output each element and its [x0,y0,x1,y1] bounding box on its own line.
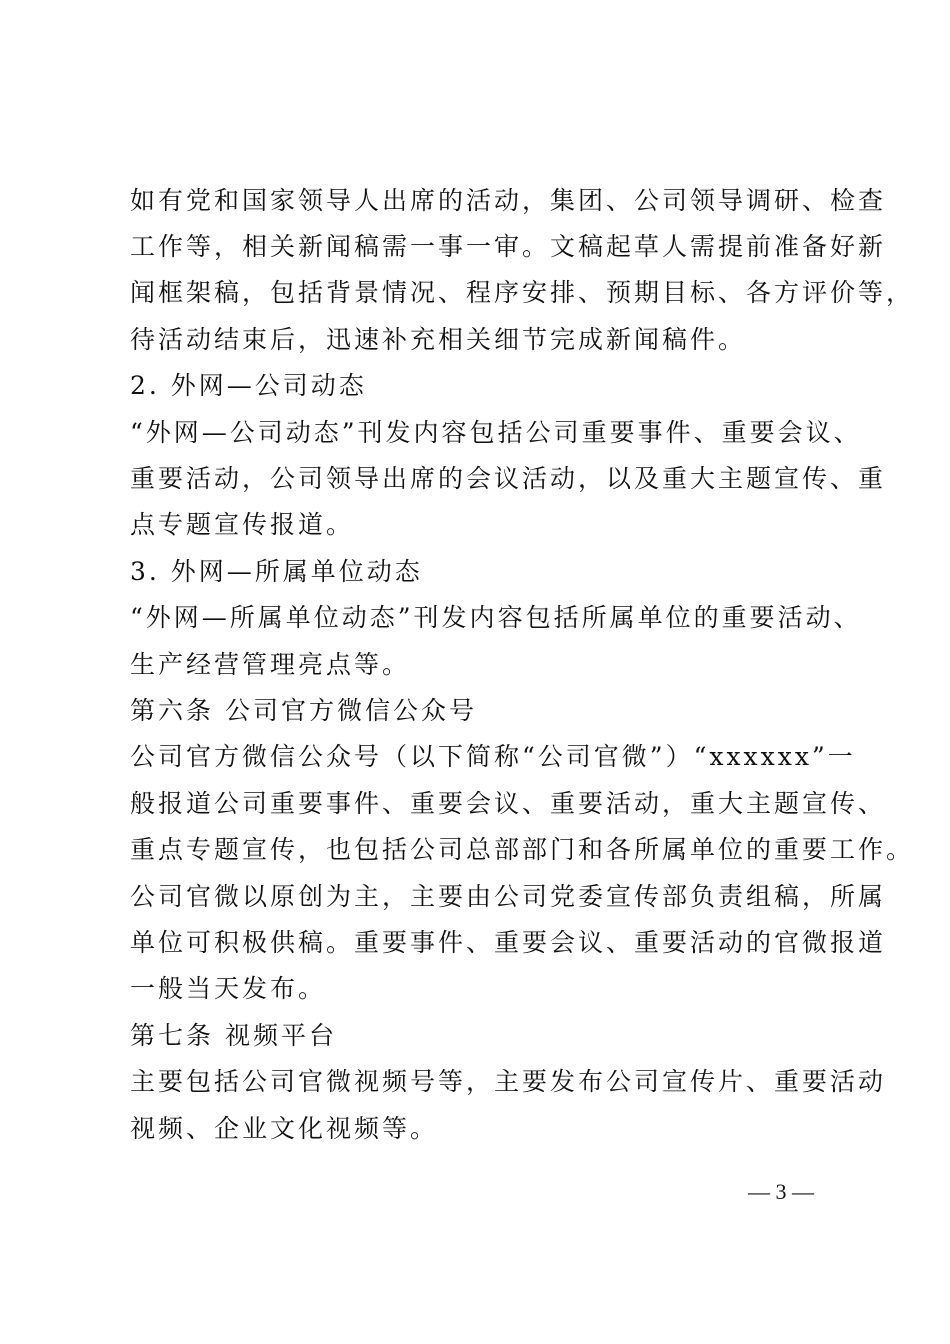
paragraph-line: 公司官微以原创为主，主要由公司党委宣传部负责组稿，所属 [130,882,887,911]
paragraph-line: 工作等，相关新闻稿需一事一审。文稿起草人需提前准备好新 [130,232,887,261]
paragraph-line: 生产经营管理亮点等。 [130,650,411,679]
paragraph-line: 闻框架稿，包括背景情况、程序安排、预期目标、各方评价等， [130,278,915,307]
article-heading: 第七条 视频平台 [130,1021,337,1050]
paragraph-line: 如有党和国家领导人出席的活动，集团、公司领导调研、检查 [130,186,887,215]
paragraph-line: 主要包括公司官微视频号等，主要发布公司宣传片、重要活动 [130,1067,887,1096]
page-number: — 3 — [748,1179,814,1204]
paragraph-line: 公司官方微信公众号（以下简称“公司官微”）“xxxxxx”一 [130,742,856,771]
paragraph-line: 单位可积极供稿。重要事件、重要会议、重要活动的官微报道 [130,928,887,957]
paragraph-line: 重点专题宣传，也包括公司总部部门和各所属单位的重要工作。 [130,835,915,864]
article-heading: 第六条 公司官方微信公众号 [130,696,477,725]
paragraph-line: “外网—所属单位动态”刊发内容包括所属单位的重要活动、 [130,603,862,632]
paragraph-line: 待活动结束后，迅速补充相关细节完成新闻稿件。 [130,325,747,354]
paragraph-line: 一般当天发布。 [130,974,327,1003]
paragraph-line: “外网—公司动态”刊发内容包括公司重要事件、重要会议、 [130,418,862,447]
section-heading: 3. 外网—所属单位动态 [130,557,423,586]
paragraph-line: 视频、企业文化视频等。 [130,1114,439,1143]
section-heading: 2. 外网—公司动态 [130,371,367,400]
paragraph-line: 点专题宣传报道。 [130,510,355,539]
paragraph-line: 般报道公司重要事件、重要会议、重要活动，重大主题宣传、 [130,789,887,818]
paragraph-line: 重要活动，公司领导出席的会议活动，以及重大主题宣传、重 [130,464,887,493]
